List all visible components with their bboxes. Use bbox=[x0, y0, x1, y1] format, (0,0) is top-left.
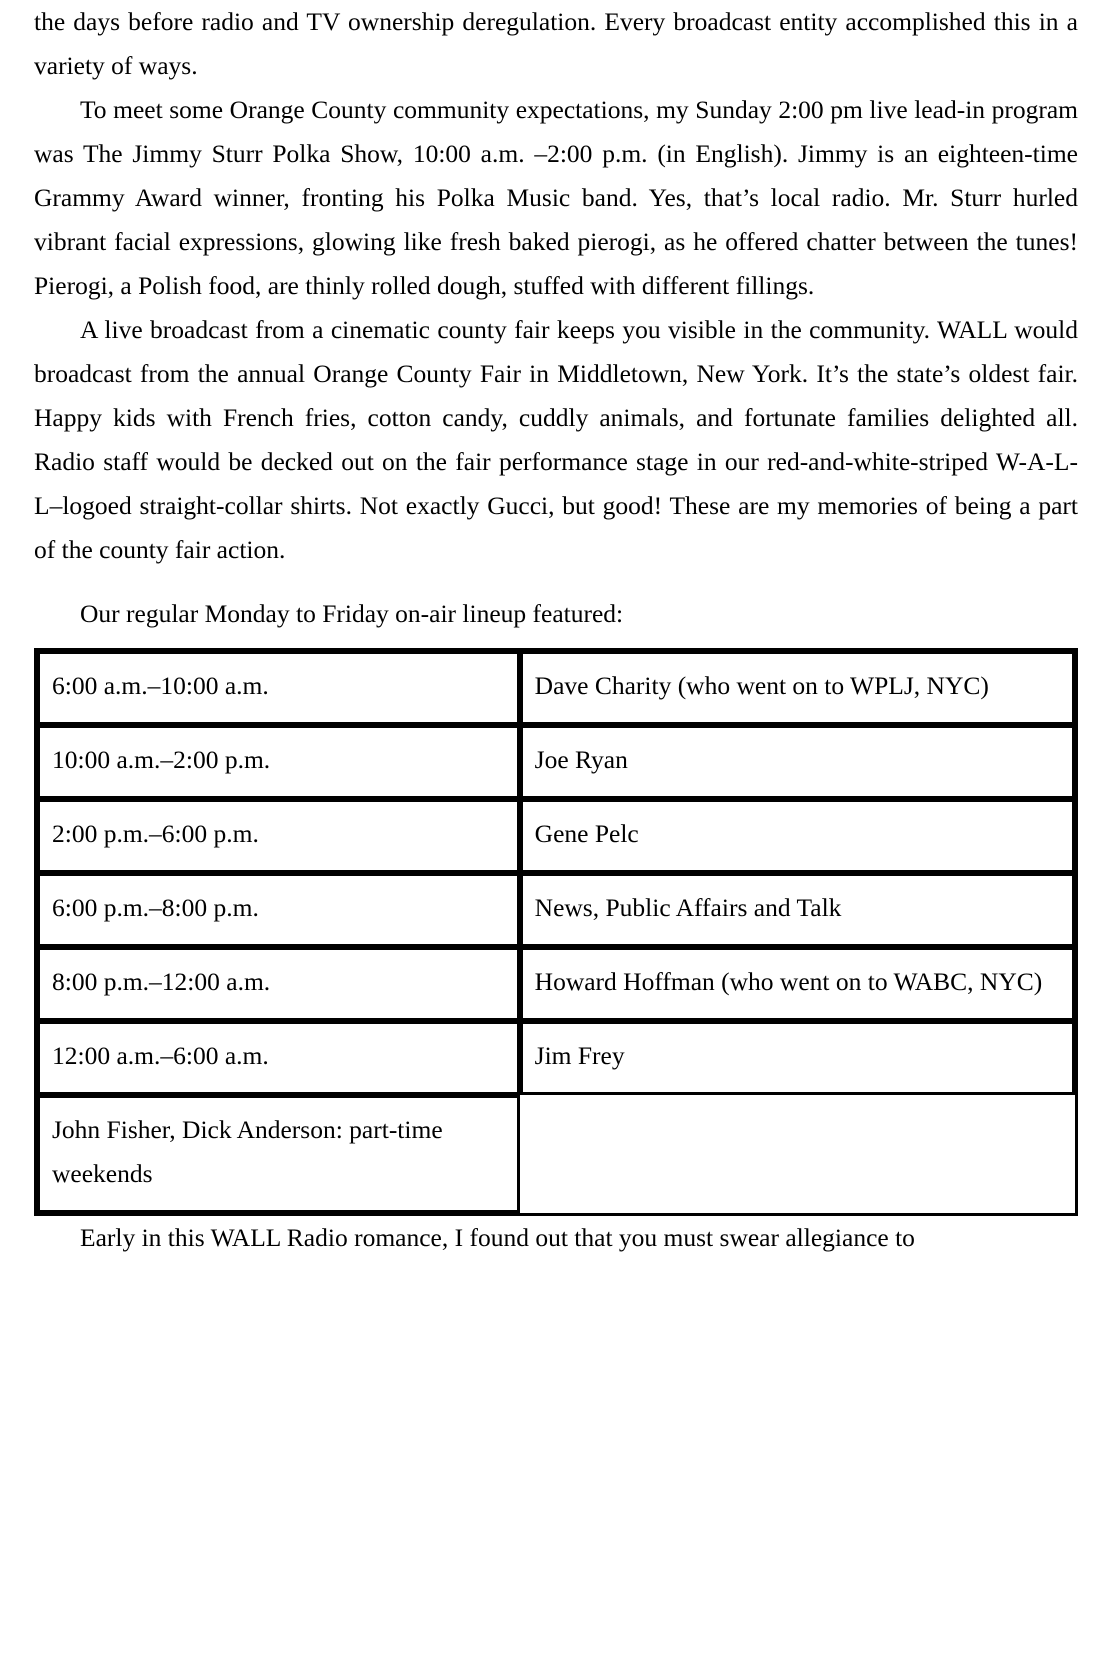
table-cell-person-empty bbox=[520, 1095, 1075, 1213]
table-row bbox=[37, 1021, 1075, 1095]
table-cell-time: John Fisher, Dick Anderson: part-time weekends bbox=[37, 1095, 520, 1213]
table-cell-person: News, Public Affairs and Talk bbox=[520, 873, 1075, 947]
table-row bbox=[37, 651, 1075, 725]
paragraph-closing: Early in this WALL Radio romance, I found out that you must swear allegiance to bbox=[80, 1223, 915, 1252]
paragraph-lineup-intro: Our regular Monday to Friday on-air lineup featured: bbox=[80, 599, 624, 628]
table-row bbox=[37, 873, 1075, 947]
table-cell-time: 6:00 a.m.–10:00 a.m. bbox=[37, 651, 520, 725]
table-cell-person: Howard Hoffman (who went on to WABC, NYC) bbox=[520, 947, 1075, 1021]
table-row bbox=[37, 725, 1075, 799]
table-row bbox=[37, 799, 1075, 873]
table-cell-time: 10:00 a.m.–2:00 p.m. bbox=[37, 725, 520, 799]
table-cell-time: 12:00 a.m.–6:00 a.m. bbox=[37, 1021, 520, 1095]
table-cell-person: Gene Pelc bbox=[520, 799, 1075, 873]
table-cell-person: Dave Charity (who went on to WPLJ, NYC) bbox=[520, 651, 1075, 725]
table-cell-person: Jim Frey bbox=[520, 1021, 1075, 1095]
paragraph-continuation: the days before radio and TV ownership deregulation. Every broadcast entity accomplished this in a variety of ways. bbox=[34, 7, 1078, 80]
table-cell-person: Joe Ryan bbox=[520, 725, 1075, 799]
paragraph-county-fair: A live broadcast from a cinematic county fair keeps you visible in the community. WALL would broadcast from the annual Orange County Fair in Middletown, New York. It’s the state’s oldest fair. Happy kids with French fries, cotton candy, cuddly animals, and fortunate families delighted all. Radio staff would be decked out on the fair performance stage in our red-and-white-striped W-A-L-L–logoed straight-collar shirts. Not exactly Gucci, but good! These are my memories of being a part of the county fair action. bbox=[34, 315, 1078, 564]
paragraph-polka-show: To meet some Orange County community expectations, my Sunday 2:00 pm live lead-in program was The Jimmy Sturr Polka Show, 10:00 a.m. –2:00 p.m. (in English). Jimmy is an eighteen-time Grammy Award winner, fronting his Polka Music band. Yes, that’s local radio. Mr. Sturr hurled vibrant facial expressions, glowing like fresh baked pierogi, as he offered chatter between the tunes! Pierogi, a Polish food, are thinly rolled dough, stuffed with different fillings. bbox=[34, 95, 1078, 300]
table-row bbox=[37, 947, 1075, 1021]
table-cell-time: 6:00 p.m.–8:00 p.m. bbox=[37, 873, 520, 947]
table-cell-time: 8:00 p.m.–12:00 a.m. bbox=[37, 947, 520, 1021]
table-cell-time: 2:00 p.m.–6:00 p.m. bbox=[37, 799, 520, 873]
table-row bbox=[37, 1095, 1075, 1213]
on-air-lineup-table bbox=[34, 648, 1078, 1216]
